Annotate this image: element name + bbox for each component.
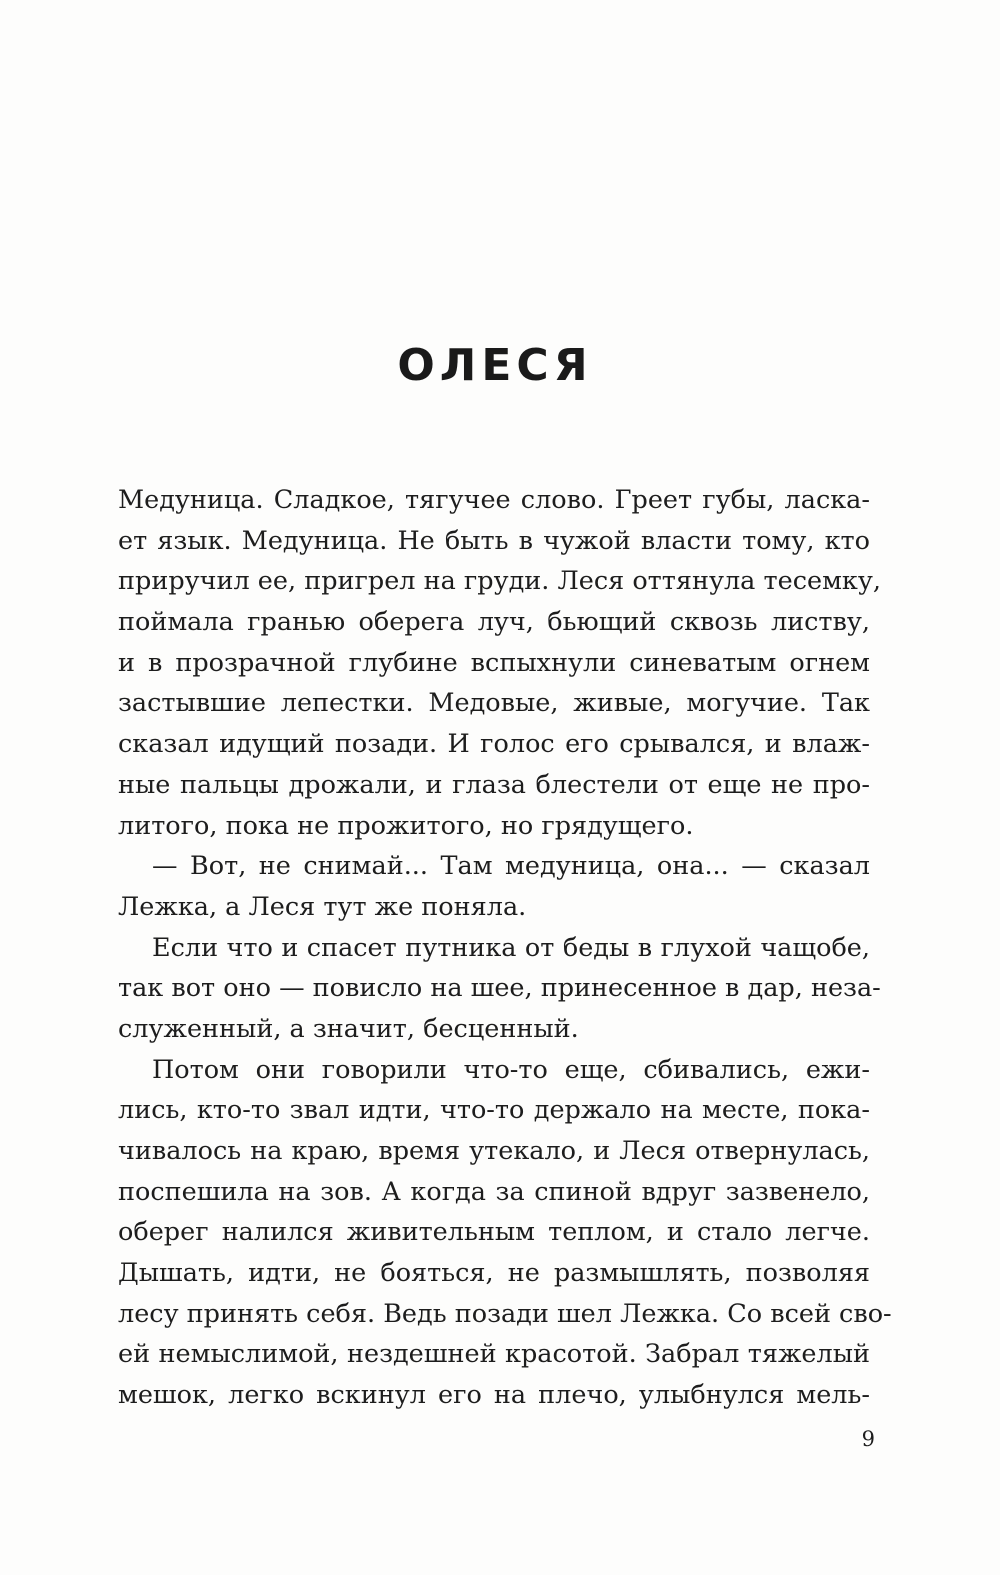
text-line: поймала гранью оберега луч, бьющий сквозь листву, xyxy=(118,607,870,638)
text-line: Дышать, идти, не бояться, не размышлять, позволяя xyxy=(118,1258,870,1289)
text-line: и в прозрачной глубине вспыхнули синеватым огнем xyxy=(118,647,870,678)
text-line: Медуница. Сладкое, тягучее слово. Греет губы, ласка- xyxy=(118,485,870,515)
page-number: 9 xyxy=(861,1427,875,1451)
body-text xyxy=(118,480,892,1416)
text-line: Потом они говорили что-то еще, сбивались, ежи- xyxy=(152,1054,870,1085)
text-line: мешок, легко вскинул его на плечо, улыбнулся мель- xyxy=(118,1380,870,1411)
text-line: ные пальцы дрожали, и глаза блестели от еще не про- xyxy=(118,769,870,800)
text-line: застывшие лепестки. Медовые, живые, могучие. Так xyxy=(118,688,870,719)
text-line: так вот оно — повисло на шее, принесенное в дар, неза- xyxy=(118,973,881,1004)
text-line: ет язык. Медуница. Не быть в чужой власти тому, кто xyxy=(118,525,870,556)
text-line: лись, кто-то звал идти, что-то держало на месте, пока- xyxy=(118,1095,870,1126)
text-line: служенный, а значит, бесценный. xyxy=(118,1013,579,1044)
text-line: поспешила на зов. А когда за спиной вдруг зазвенело, xyxy=(118,1176,870,1207)
text-line: чивалось на краю, время утекало, и Леся отвернулась, xyxy=(118,1136,870,1166)
text-line: — Вот, не снимай... Там медуница, она... — сказал xyxy=(152,851,870,882)
text-line: ей немыслимой, нездешней красотой. Забрал тяжелый xyxy=(118,1339,870,1370)
text-line: литого, пока не прожитого, но грядущего. xyxy=(118,810,694,841)
text-line: Если что и спасет путника от беды в глухой чащобе, xyxy=(152,932,870,963)
text-line: лесу принять себя. Ведь позади шел Лежка. Со всей сво- xyxy=(118,1298,892,1329)
text-line: сказал идущий позади. И голос его срывался, и влаж- xyxy=(118,729,870,760)
chapter-title: ОЛЕСЯ xyxy=(397,340,593,391)
text-line: Лежка, а Леся тут же поняла. xyxy=(118,891,527,922)
text-line: приручил ее, пригрел на груди. Леся оттянула тесемку, xyxy=(118,566,881,597)
text-line: оберег налился живительным теплом, и стало легче. xyxy=(118,1217,870,1248)
